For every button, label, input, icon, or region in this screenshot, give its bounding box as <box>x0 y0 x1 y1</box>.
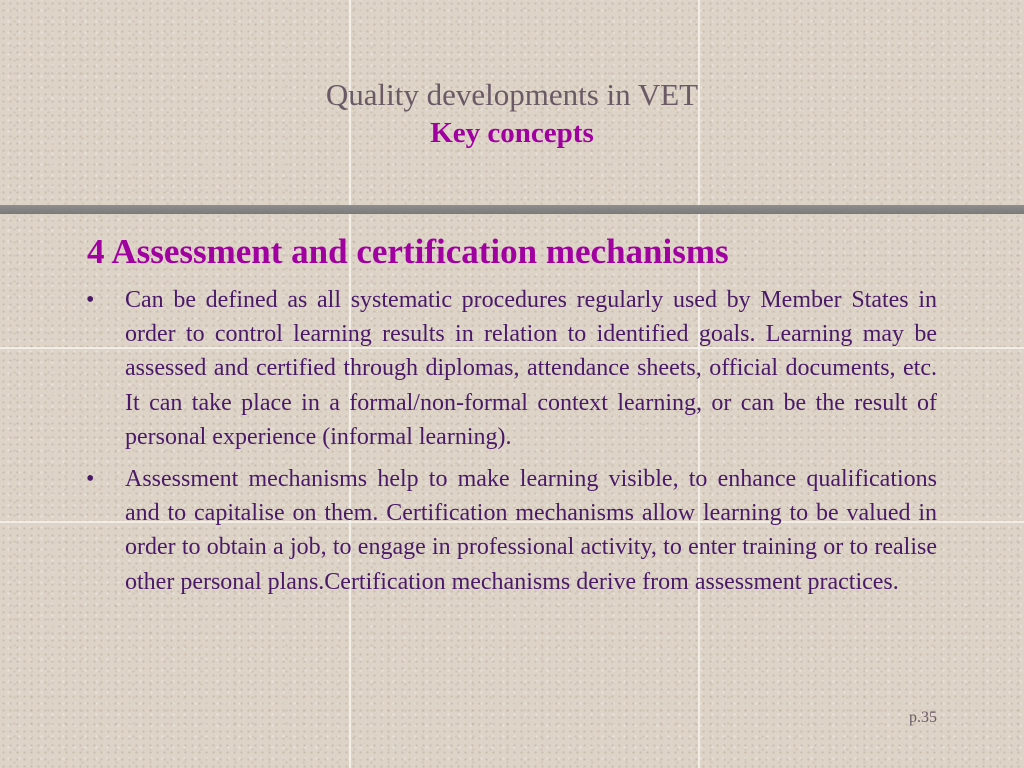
bullet-marker: • <box>86 466 95 493</box>
bullet-marker: • <box>86 287 95 313</box>
slide-title: Quality developments in VET <box>325 77 699 112</box>
bullet-item <box>84 462 937 599</box>
title-divider <box>0 205 1024 214</box>
page-number: p.35 <box>909 709 937 726</box>
section-heading: 4 Assessment and certification mechanisms <box>87 232 729 271</box>
bullet-text: Can be defined as all systematic procedures regularly used by Member States in order to control learning results in relation to identified goals. Learning may be assessed and certified through diplomas, attendance sheets, official documents, etc. It can take place in a formal/non-formal context learning, or can be the result of personal experience (informal learning). <box>125 287 937 450</box>
bullet-text: Assessment mechanisms help to make learning visible, to enhance qualifications and to capitalise on them. Certification mechanisms allow learning to be valued in order to obtain a job, to engage in professional activity, to enter training or to realise other personal plans.Certification mechanisms derive from assessment practices. <box>125 466 937 595</box>
bullet-list <box>84 283 937 607</box>
slide-subtitle: Key concepts <box>430 117 594 149</box>
slide-title-block <box>0 76 1024 152</box>
bullet-item <box>84 283 937 454</box>
